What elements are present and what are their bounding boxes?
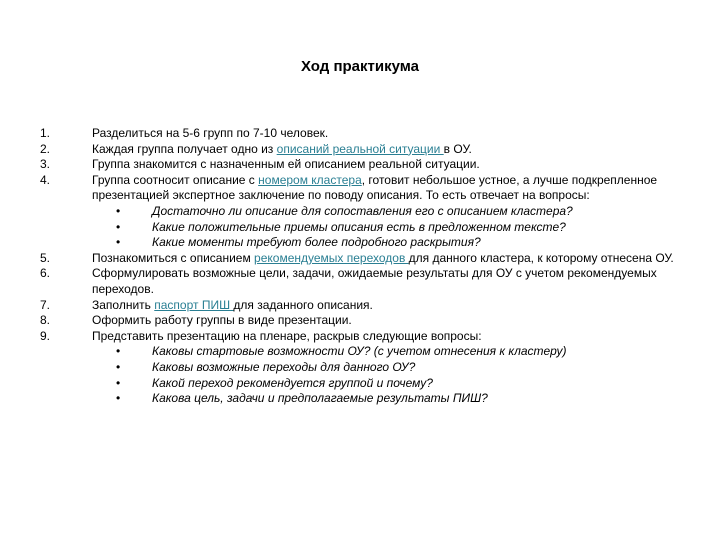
sub-bullet xyxy=(40,344,680,360)
list-item-7 xyxy=(40,298,680,314)
item-number: 5. xyxy=(40,250,51,265)
item-number: 7. xyxy=(40,297,51,312)
sub-bullet xyxy=(40,204,680,220)
bullet-icon: • xyxy=(116,375,121,390)
item-text-post: для данного кластера, к которому отнесена ОУ. xyxy=(408,250,674,265)
recommended-transitions-link[interactable]: рекомендуемых переходов xyxy=(254,250,409,265)
sub-bullet xyxy=(40,391,680,407)
item-text: Оформить работу группы в виде презентации. xyxy=(92,313,352,328)
bullet-icon: • xyxy=(116,203,121,218)
sub-bullet xyxy=(40,235,680,251)
item-number: 1. xyxy=(40,126,51,140)
bullet-text: Какова цель, задачи и предполагаемые результаты ПИШ? xyxy=(152,391,488,406)
bullet-icon: • xyxy=(116,359,121,374)
list-item-1 xyxy=(40,126,680,142)
item-text-post: в ОУ. xyxy=(443,141,472,156)
bullet-text: Каковы стартовые возможности ОУ? (с учетом отнесения к кластеру) xyxy=(152,344,567,359)
bullet-text: Какие положительные приемы описания есть в предложенном тексте? xyxy=(152,219,566,234)
item-number: 3. xyxy=(40,157,51,172)
sub-bullet xyxy=(40,220,680,236)
item-text-pre: Познакомиться с описанием xyxy=(92,250,255,265)
item-text: Представить презентацию на пленаре, раскрыв следующие вопросы: xyxy=(92,328,482,343)
slide-title: Ход практикума xyxy=(301,58,419,75)
list-item-5 xyxy=(40,251,680,267)
list-item-3 xyxy=(40,157,680,173)
situation-descriptions-link[interactable]: описаний реальной ситуации xyxy=(276,141,444,156)
bullet-icon: • xyxy=(116,391,121,406)
sub-bullet xyxy=(40,376,680,392)
steps-list xyxy=(40,126,680,407)
item-number: 4. xyxy=(40,172,51,187)
item-text-pre: Группа соотносит описание с xyxy=(92,172,259,187)
item-number: 2. xyxy=(40,141,51,156)
item-number: 9. xyxy=(40,328,51,343)
bullet-text: Достаточно ли описание для сопоставления его с описанием кластера? xyxy=(152,203,573,218)
item-text: Сформулировать возможные цели, задачи, ожидаемые результаты для ОУ с учетом рекомендуемых переходов. xyxy=(92,266,657,296)
bullet-text: Какие моменты требуют более подробного раскрытия? xyxy=(152,235,481,250)
sub-bullet xyxy=(40,360,680,376)
cluster-number-link[interactable]: номером кластера xyxy=(258,172,362,187)
item-number: 8. xyxy=(40,313,51,328)
pish-passport-link[interactable]: паспорт ПИШ xyxy=(154,297,234,312)
bullet-icon: • xyxy=(116,219,121,234)
list-item-8 xyxy=(40,313,680,329)
item-number: 6. xyxy=(40,266,51,281)
bullet-icon: • xyxy=(116,235,121,250)
item-text-post: , готовит небольшое устное, а лучше подкрепленное презентацией экспертное заключение по поводу описания. То есть отвечает на вопросы: xyxy=(92,172,658,203)
list-item-9 xyxy=(40,329,680,345)
list-item-2 xyxy=(40,142,680,158)
list-item-4 xyxy=(40,173,680,204)
bullet-text: Каковы возможные переходы для данного ОУ? xyxy=(152,359,416,374)
item-text-pre: Каждая группа получает одно из xyxy=(92,141,277,156)
bullet-icon: • xyxy=(116,344,121,359)
item-text: Группа знакомится с назначенным ей описанием реальной ситуации. xyxy=(92,157,480,172)
item-text-pre: Заполнить xyxy=(92,297,155,312)
item-text: Разделиться на 5-6 групп по 7-10 человек. xyxy=(92,126,329,140)
list-item-6 xyxy=(40,266,680,297)
bullet-text: Какой переход рекомендуется группой и почему? xyxy=(152,375,433,390)
item-text-post: для заданного описания. xyxy=(233,297,373,312)
